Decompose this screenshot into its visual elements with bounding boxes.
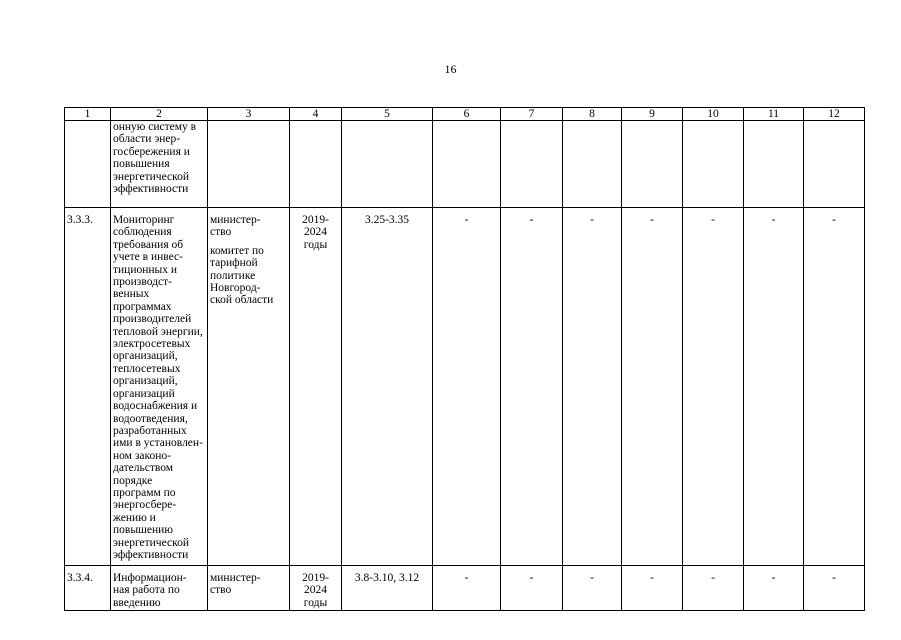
value-cell (804, 121, 865, 208)
item-number-cell: 3.3.4. (65, 566, 111, 611)
program-table (64, 107, 865, 611)
value-cell: - (744, 566, 804, 611)
value-cell: - (563, 566, 622, 611)
text-line: Информацион- (113, 572, 187, 584)
text-line: водоотведения, (113, 412, 188, 425)
column-header: 5 (342, 108, 433, 121)
item-number-cell (65, 121, 111, 208)
column-header: 8 (563, 108, 622, 121)
indicator-code-cell: 3.8-3.10, 3.12 (342, 566, 433, 611)
text-line: комитет по (210, 244, 264, 257)
years-cell (290, 566, 342, 611)
description-cell (111, 566, 208, 611)
value-cell: - (433, 566, 501, 611)
text-line: соблюдения (113, 226, 172, 239)
page-number: 16 (444, 62, 457, 76)
text-line: ном законо- (113, 449, 171, 462)
text-line: организаций, (113, 375, 178, 388)
text-line: ство (210, 226, 232, 239)
text-line: Мониторинг (113, 214, 175, 226)
value-cell (744, 121, 804, 208)
executor-cell (208, 121, 290, 208)
text-line: организаций (113, 387, 175, 400)
text-line: 2019- (302, 572, 329, 584)
text-line: госбережения и (113, 145, 190, 158)
text-line: энергосбере- (113, 499, 177, 512)
table-row (65, 121, 865, 208)
table-row (65, 566, 865, 611)
value-cell: - (744, 208, 804, 566)
text-line: Новгород- (210, 282, 261, 295)
text-line: ство (210, 584, 232, 597)
text-line: политике (210, 269, 256, 282)
column-header: 1 (65, 108, 111, 121)
value-cell (563, 121, 622, 208)
value-cell: - (804, 208, 865, 566)
column-header: 9 (622, 108, 683, 121)
text-line: венных (113, 288, 150, 301)
text-line: 2024 (304, 226, 327, 239)
column-header: 12 (804, 108, 865, 121)
text-line: производст- (113, 276, 172, 289)
value-cell (683, 121, 744, 208)
text-line: 2024 (304, 584, 327, 597)
executor-cell (208, 566, 290, 611)
text-line: электросетевых (113, 338, 191, 351)
text-line: программах (113, 300, 172, 313)
text-line: ная работа по (113, 584, 180, 597)
text-line: разработанных (113, 424, 187, 437)
value-cell: - (563, 208, 622, 566)
text-line: онную систему в (113, 121, 197, 133)
text-line: теплосетевых (113, 362, 181, 375)
column-header: 2 (111, 108, 208, 121)
value-cell: - (683, 208, 744, 566)
value-cell: - (433, 208, 501, 566)
text-line: министер- (210, 572, 261, 584)
value-cell: - (804, 566, 865, 611)
text-line: тепловой энергии, (113, 325, 203, 338)
table-header-row (65, 108, 865, 121)
text-line: программ по (113, 486, 176, 499)
column-header: 10 (683, 108, 744, 121)
text-line: требования об (113, 238, 184, 251)
text-line: повышения (113, 158, 170, 171)
text-line: эффективности (113, 548, 189, 561)
years-cell (290, 208, 342, 566)
text-line: 2019- (302, 214, 329, 226)
column-header: 6 (433, 108, 501, 121)
text-line: энергетической (113, 536, 189, 549)
text-line: эффективности (113, 183, 189, 196)
value-cell: - (501, 208, 563, 566)
text-line: тиционных и (113, 263, 178, 276)
value-cell (622, 121, 683, 208)
text-line: учете в инвес- (113, 251, 183, 264)
years-cell (290, 121, 342, 208)
value-cell: - (501, 566, 563, 611)
value-cell: - (622, 566, 683, 611)
table-row (65, 208, 865, 566)
value-cell (433, 121, 501, 208)
text-line: тарифной (210, 257, 258, 270)
column-header: 3 (208, 108, 290, 121)
text-line: энергетической (113, 170, 189, 183)
text-line: организаций, (113, 350, 178, 363)
text-line: введению (113, 596, 161, 609)
executor-secondary (210, 245, 287, 307)
column-header: 4 (290, 108, 342, 121)
value-cell: - (622, 208, 683, 566)
text-line: ской области (210, 294, 274, 307)
text-line: области энер- (113, 133, 181, 146)
text-line: производителей (113, 313, 192, 326)
column-header: 11 (744, 108, 804, 121)
item-number-cell: 3.3.3. (65, 208, 111, 566)
executor-cell (208, 208, 290, 566)
description-cell (111, 208, 208, 566)
text-line: повышению (113, 524, 173, 537)
text-line: жению и (113, 511, 156, 524)
description-cell (111, 121, 208, 208)
text-line: порядке (113, 474, 153, 487)
text-line: дательством (113, 462, 174, 475)
text-line: министер- (210, 214, 261, 226)
value-cell (501, 121, 563, 208)
indicator-code-cell (342, 121, 433, 208)
executor-primary (210, 214, 287, 239)
text-line: ими в установлен- (113, 437, 203, 450)
column-header: 7 (501, 108, 563, 121)
text-line: годы (303, 596, 328, 609)
indicator-code-cell: 3.25-3.35 (342, 208, 433, 566)
text-line: водоснабжения и (113, 400, 198, 413)
text-line: годы (303, 238, 328, 251)
value-cell: - (683, 566, 744, 611)
